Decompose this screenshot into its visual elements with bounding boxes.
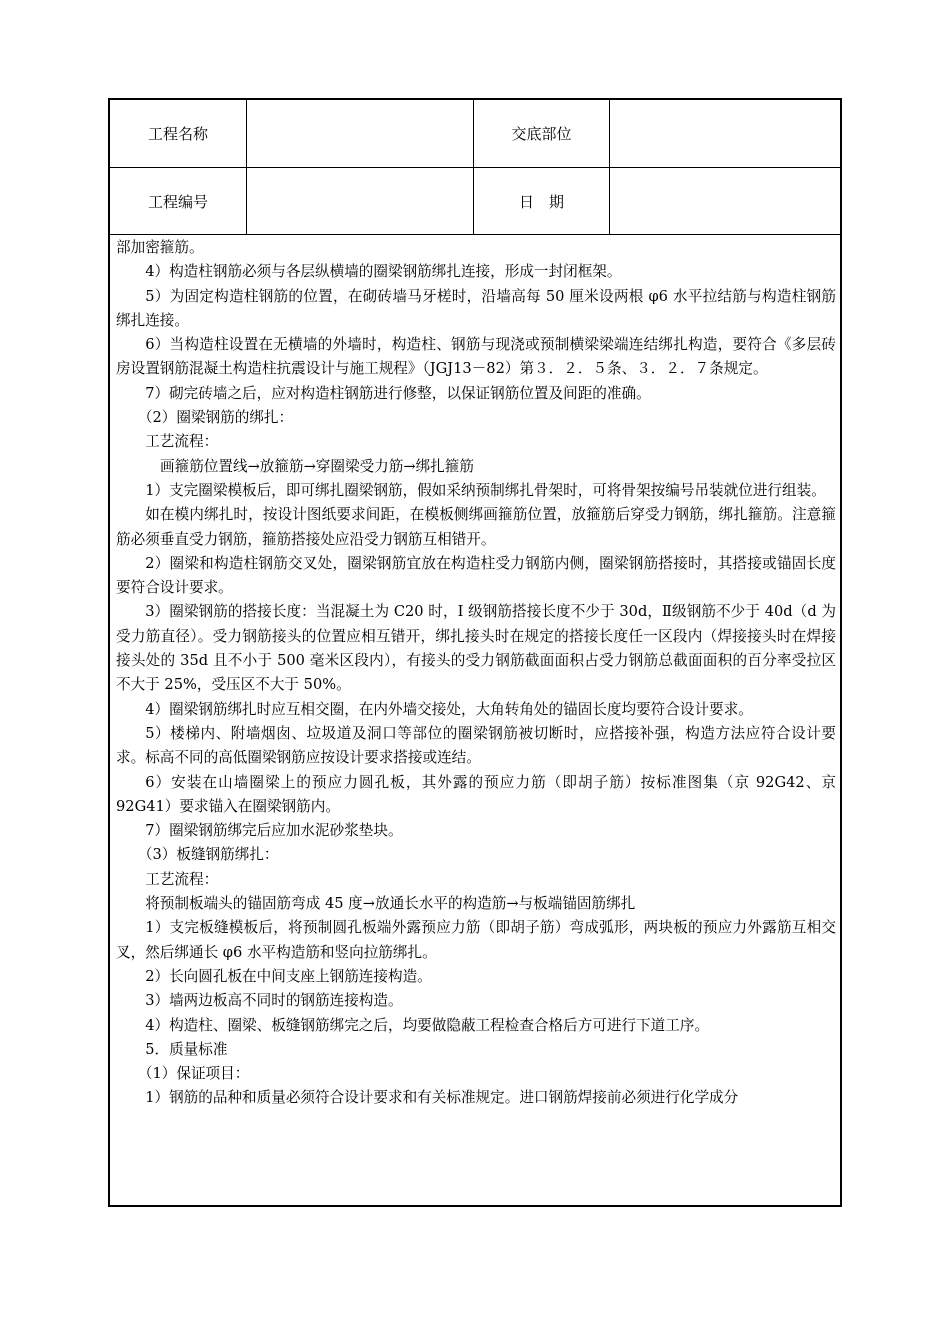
process-flow: 将预制板端头的锚固筋弯成 45 度→放通长水平的构造筋→与板端锚固筋绑扎 [145, 895, 636, 913]
paragraph: 工艺流程： [145, 870, 219, 888]
paragraph: 1）支完板缝模板后，将预制圆孔板端外露预应力筋（即胡子筋）弯成弧形，两块板的预应力外露筋互相交叉，然后绑通长 φ6 水平构造筋和竖向拉筋绑扎。 [116, 919, 836, 961]
paragraph: 工艺流程： [145, 433, 219, 451]
paragraph: 6）安装在山墙圈梁上的预应力圆孔板，其外露的预应力筋（即胡子筋）按标准图集（京 92G42、京 92G41）要求锚入在圈梁钢筋内。 [116, 773, 836, 815]
divider [110, 234, 840, 235]
paragraph: 1）钢筋的品种和质量必须符合设计要求和有关标准规定。进口钢筋焊接前必须进行化学成分 [145, 1089, 739, 1107]
project-no-field[interactable] [247, 168, 473, 234]
divider [110, 167, 840, 168]
paragraph: 3）墙两边板高不同时的钢筋连接构造。 [145, 992, 403, 1010]
paragraph: 3）圈梁钢筋的搭接长度：当混凝土为 C20 时，I 级钢筋搭接长度不少于 30d，Ⅱ级钢筋不少于 40d（d 为受力筋直径）。受力钢筋接头的位置应相互错开，绑扎接头时在规定的搭接长度任一区段内（焊接接头时在焊接接头处的 35d 且不小于 500 毫米区段内），有接头的受力钢筋截面面积占受力钢筋总截面面积的百分率受拉区不大于 25%，受压区不大于 50%。 [116, 603, 836, 694]
date-field[interactable] [610, 168, 840, 234]
paragraph: 如在模内绑扎时，按设计图纸要求间距，在模板侧绑画箍筋位置，放箍筋后穿受力钢筋，绑扎箍筋。注意箍筋必须垂直受力钢筋，箍筋搭接处应沿受力钢筋互相错开。 [116, 506, 836, 548]
disclosure-body [116, 236, 836, 1111]
section-heading: 5．质量标准 [145, 1040, 228, 1058]
date-label: 日 期 [518, 192, 564, 211]
section-heading: （2）圈梁钢筋的绑扎： [137, 409, 294, 427]
paragraph: 1）支完圈梁模板后，即可绑扎圈梁钢筋，假如采纳预制绑扎骨架时，可将骨架按编号吊装就位进行组装。 [145, 481, 826, 499]
paragraph: 5）楼梯内、附墙烟囱、垃圾道及洞口等部位的圈梁钢筋被切断时，应搭接补强，构造方法应符合设计要求。标高不同的高低圈梁钢筋应按设计要求搭接或连结。 [116, 724, 836, 767]
paragraph: 7）圈梁钢筋绑完后应加水泥砂浆垫块。 [145, 822, 403, 840]
paragraph: 4）圈梁钢筋绑扎时应互相交圈，在内外墙交接处，大角转角处的锚固长度均要符合设计要求。 [145, 700, 753, 718]
process-flow: 画箍筋位置线→放箍筋→穿圈梁受力筋→绑扎箍筋 [160, 457, 474, 475]
project-name-field[interactable] [247, 100, 473, 167]
paragraph: 部加密箍筋。 [116, 239, 204, 256]
paragraph: 4）构造柱钢筋必须与各层纵横墙的圈梁钢筋绑扎连接，形成一封闭框架。 [145, 263, 622, 281]
section-heading: （3）板缝钢筋绑扎： [137, 846, 279, 864]
paragraph: 6）当构造柱设置在无横墙的外墙时，构造柱、钢筋与现浇或预制横梁梁端连结绑扎构造，要符合《多层砖房设置钢筋混凝土构造柱抗震设计与施工规程》（JGJ13－82）第３．２．５条、３．２．７条规定。 [116, 336, 836, 378]
paragraph: 7）砌完砖墙之后，应对构造柱钢筋进行修整，以保证钢筋位置及间距的准确。 [145, 384, 651, 402]
header-table [110, 100, 840, 234]
disclosure-part-field[interactable] [610, 100, 840, 167]
section-heading: （1）保证项目： [137, 1065, 250, 1083]
disclosure-part-label: 交底部位 [511, 125, 572, 143]
paragraph: 2）长向圆孔板在中间支座上钢筋连接构造。 [145, 967, 432, 985]
disclosure-sheet [108, 98, 842, 1207]
project-no-label: 工程编号 [147, 192, 208, 211]
project-name-label: 工程名称 [147, 125, 208, 143]
paragraph: 5）为固定构造柱钢筋的位置，在砌砖墙马牙槎时，沿墙高每 50 厘米设两根 φ6 水平拉结筋与构造柱钢筋绑扎连接。 [116, 287, 836, 329]
paragraph: 2）圈梁和构造柱钢筋交叉处，圈梁钢筋宜放在构造柱受力钢筋内侧，圈梁钢筋搭接时，其搭接或锚固长度要符合设计要求。 [116, 554, 836, 597]
paragraph: 4）构造柱、圈梁、板缝钢筋绑完之后，均要做隐蔽工程检查合格后方可进行下道工序。 [145, 1016, 710, 1034]
